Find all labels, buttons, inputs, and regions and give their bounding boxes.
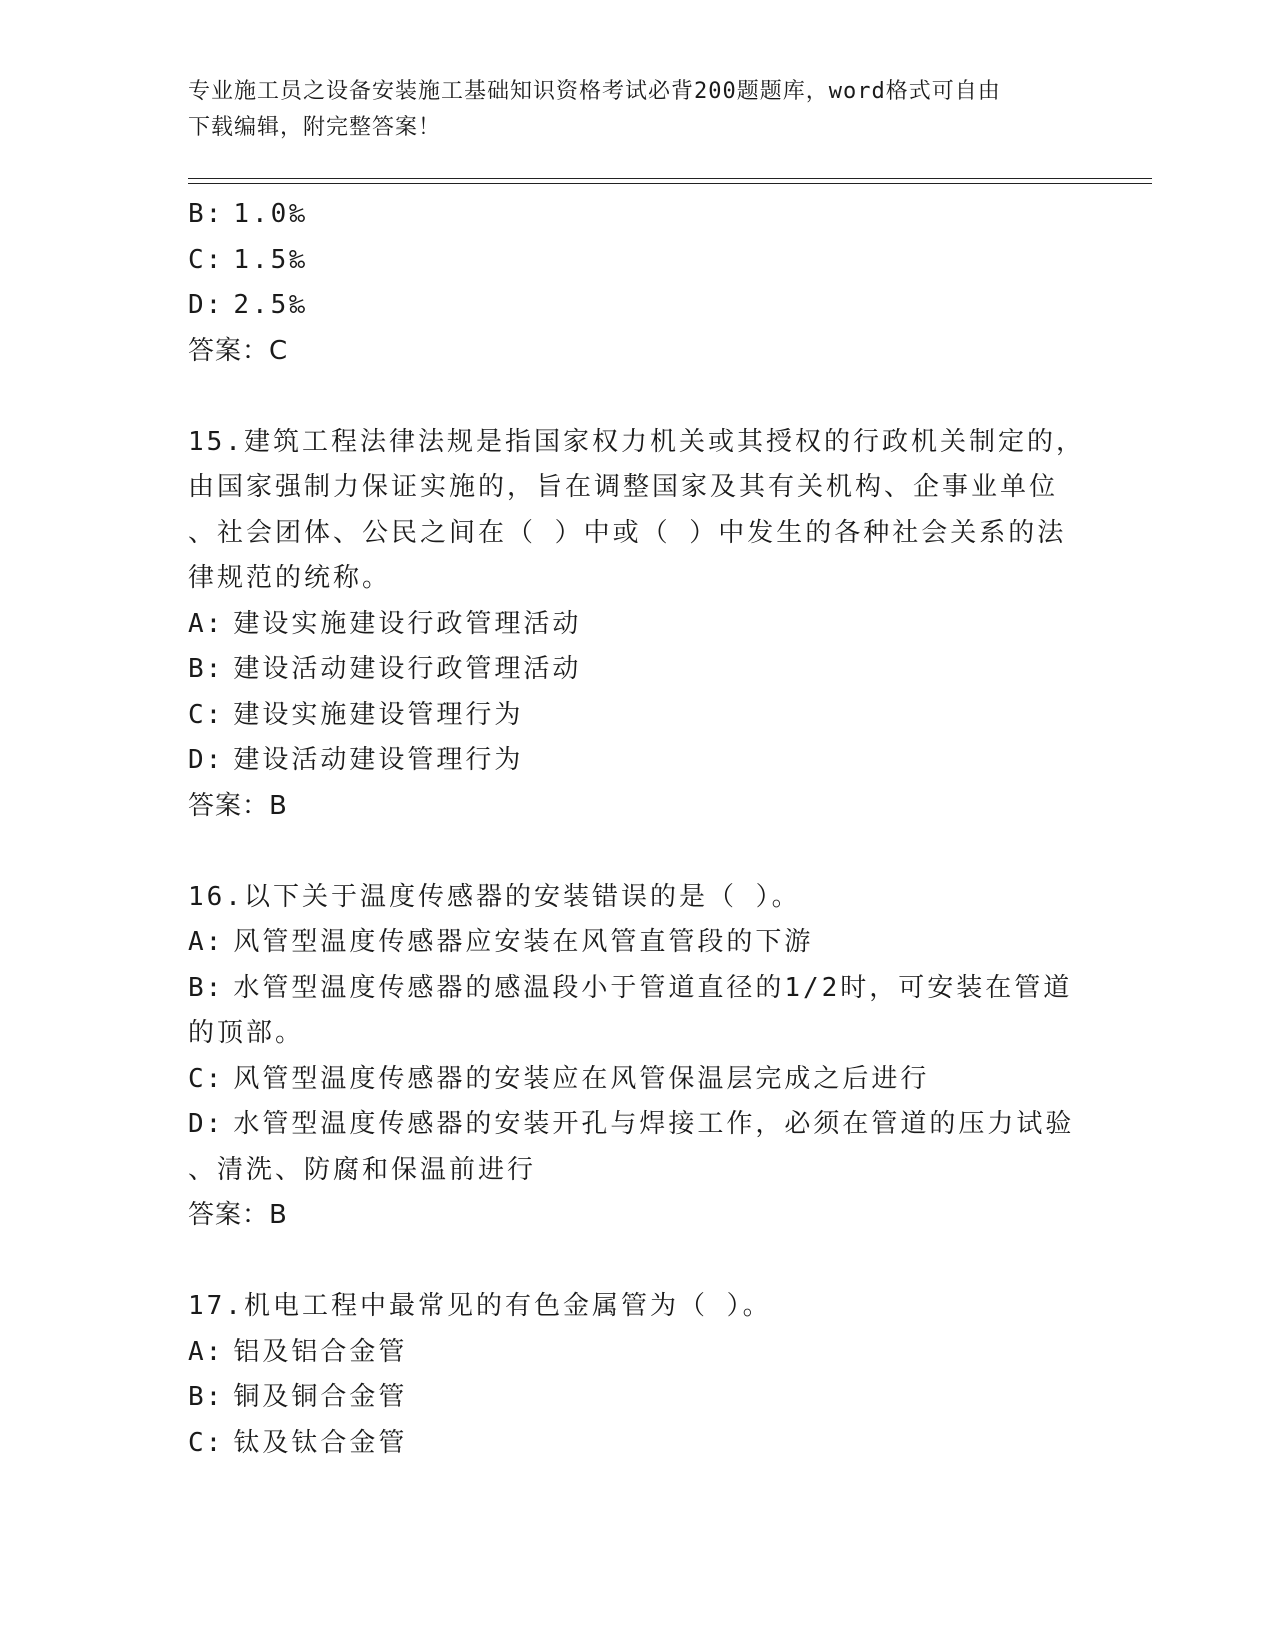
question-15-text-line-2: 由国家强制力保证实施的，旨在调整国家及其有关机构、企事业单位 <box>188 472 1059 502</box>
question-14 <box>188 192 1088 374</box>
question-15-answer: 答案：B <box>188 790 288 821</box>
question-16-option-a: A: 风管型温度传感器应安装在风管直管段的下游 <box>188 927 814 957</box>
header-line-1: 专业施工员之设备安装施工基础知识资格考试必背200题题库，word格式可自由 <box>188 79 1001 104</box>
header-divider-top <box>188 178 1152 179</box>
question-17-option-b: B: 铜及铜合金管 <box>188 1382 408 1412</box>
question-16-option-d: D: 水管型温度传感器的安装开孔与焊接工作，必须在管道的压力试验 <box>188 1109 1075 1139</box>
question-14-option-c: C: 1.5‰ <box>188 244 308 275</box>
question-16-option-d-continued: 、清洗、防腐和保温前进行 <box>188 1154 537 1185</box>
question-16-text: 16.以下关于温度传感器的安装错误的是（ ）。 <box>188 881 801 912</box>
question-15-option-c: C: 建设实施建设管理行为 <box>188 699 524 730</box>
question-16-option-b: B: 水管型温度传感器的感温段小于管道直径的1/2时，可安装在管道 <box>188 972 1073 1003</box>
question-16-answer: 答案：B <box>188 1200 288 1230</box>
spacer <box>188 374 1088 420</box>
question-14-option-d: D: 2.5‰ <box>188 290 308 320</box>
document-header <box>188 74 1088 146</box>
question-16 <box>188 875 1088 1239</box>
header-divider-bottom <box>188 183 1152 184</box>
question-15-option-a: A: 建设实施建设行政管理活动 <box>188 608 582 639</box>
question-17-option-a: A: 铝及铝合金管 <box>188 1336 408 1367</box>
question-15-option-b: B: 建设活动建设行政管理活动 <box>188 654 582 684</box>
header-line-2: 下载编辑，附完整答案！ <box>188 115 442 140</box>
question-15-option-d: D: 建设活动建设管理行为 <box>188 745 524 775</box>
question-15-text-line-3: 、社会团体、公民之间在（ ）中或（ ）中发生的各种社会关系的法 <box>188 517 1067 548</box>
question-17 <box>188 1284 1088 1466</box>
spacer <box>188 1239 1088 1285</box>
question-15 <box>188 420 1088 830</box>
document-body <box>188 192 1088 1466</box>
question-14-answer: 答案：C <box>188 335 289 366</box>
question-15-text-line-1: 15.建筑工程法律法规是指国家权力机关或其授权的行政机关制定的， <box>188 426 1085 457</box>
question-15-text-line-4: 律规范的统称。 <box>188 563 392 593</box>
question-16-option-c: C: 风管型温度传感器的安装应在风管保温层完成之后进行 <box>188 1063 930 1094</box>
question-14-option-b: B: 1.0‰ <box>188 199 308 229</box>
question-17-option-c: C: 钛及钛合金管 <box>188 1427 408 1458</box>
spacer <box>188 829 1088 875</box>
question-16-option-b-continued: 的顶部。 <box>188 1018 305 1048</box>
question-17-text: 17.机电工程中最常见的有色金属管为（ ）。 <box>188 1291 772 1321</box>
